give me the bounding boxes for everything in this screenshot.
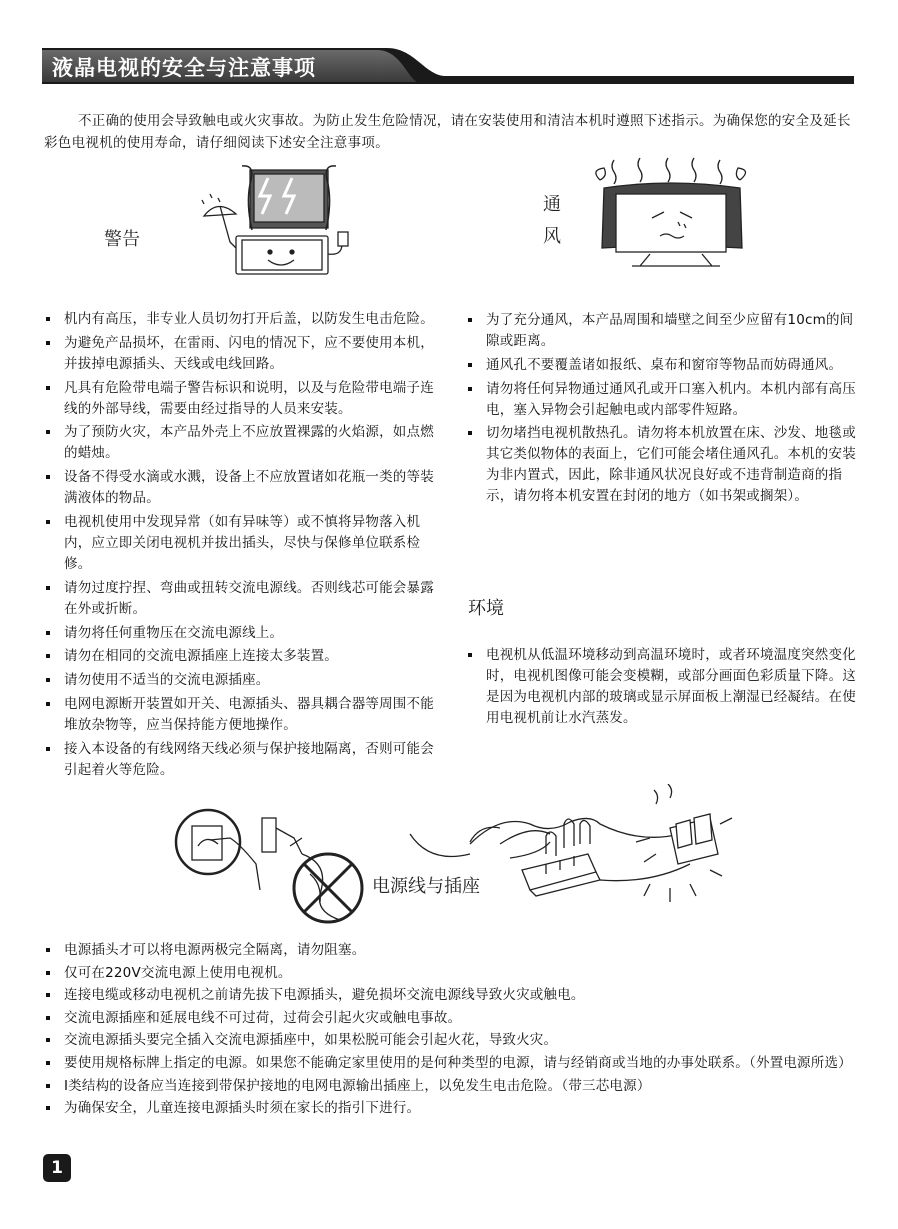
bullet-icon: [46, 1061, 50, 1065]
bullet-icon: [46, 631, 50, 635]
bullet-icon: [46, 341, 50, 345]
list-item-text: 通风孔不要覆盖诸如报纸、桌布和窗帘等物品而妨碍通风。: [486, 356, 843, 373]
list-item: [466, 423, 862, 507]
list-item-text: 电视机使用中发现异常（如有异味等）或不慎将异物落入机内，应立即关闭电视机并拔出插头，尽快与保修单位联系检修。: [64, 513, 421, 572]
power-list: [44, 940, 864, 1121]
bullet-icon: [46, 747, 50, 751]
list-item: [466, 645, 862, 729]
list-item: [44, 333, 444, 375]
list-item-text: 连接电缆或移动电视机之前请先拔下电源插头，避免损坏交流电源线导致火灾或触电。: [64, 987, 585, 1004]
list-item-text: 电网电源断开装置如开关、电源插头、器具耦合器等周围不能堆放杂物等，应当保持能方便地操作。: [64, 695, 434, 733]
list-item-text: 机内有高压，非专业人员切勿打开后盖，以防发生电击危险。: [64, 311, 434, 327]
power-cord-illustration: [170, 784, 770, 934]
list-item: [44, 646, 444, 667]
bullet-icon: [46, 1106, 50, 1110]
bullet-icon: [46, 386, 50, 390]
bullet-icon: [46, 586, 50, 590]
list-item-text: 为了预防火灾，本产品外壳上不应放置裸露的火焰源，如点燃的蜡烛。: [64, 424, 434, 462]
list-item: [44, 1098, 864, 1119]
list-item: [466, 379, 862, 421]
list-item-text: 接入本设备的有线网络天线必须与保护接地隔离，否则可能会引起着火等危险。: [64, 740, 434, 778]
bullet-icon: [46, 654, 50, 658]
bullet-icon: [468, 387, 472, 391]
list-item-text: 要使用规格标牌上指定的电源。如果您不能确定家里使用的是何种类型的电源，请与经销商或当地的办事处联系。（外置电源所选）: [64, 1054, 852, 1071]
list-item-text: 请勿使用不适当的交流电源插座。: [64, 672, 270, 689]
list-item: [466, 355, 862, 376]
list-item: [44, 623, 444, 644]
environment-list: [466, 645, 862, 732]
list-item-text: 请勿将任何异物通过通风孔或开口塞入机内。本机内部有高压电，塞入异物会引起触电或内部零件短路。: [486, 380, 856, 418]
list-item-text: 电源插头才可以将电源两极完全隔离，请勿阻塞。: [64, 942, 366, 958]
list-item-text: 电视机从低温环境移动到高温环境时，或者环境温度突然变化时，电视机图像可能会变模糊，或部分画面色彩质量下降。这是因为电视机内部的玻璃或显示屏面板上潮湿已经凝结。在使用电视机前让水汽蒸发。: [486, 647, 856, 726]
bullet-icon: [46, 948, 50, 952]
list-item: [44, 1053, 864, 1074]
bullet-icon: [468, 653, 472, 657]
lightning-tv-illustration: [196, 164, 356, 276]
list-item-text: 请勿过度拧捏、弯曲或扭转交流电源线。否则线芯可能会暴露在外或折断。: [64, 579, 434, 617]
bullet-icon: [46, 702, 50, 706]
overheating-tv-illustration: [590, 156, 760, 274]
list-item: [44, 670, 444, 691]
list-item-text: 切勿堵挡电视机散热孔。请勿将本机放置在床、沙发、地毯或其它类似物体的表面上，它们可能会堵住通风孔。本机的安装为非内置式，因此，除非通风状况良好或不违背制造商的指示，请勿将本机安置在封闭的地方（如书架或搁架）。: [486, 425, 856, 505]
bullet-icon: [46, 971, 50, 975]
list-item: [44, 694, 444, 736]
warning-list: [44, 309, 444, 784]
list-item-text: 交流电源插头要完全插入交流电源插座中，如果松脱可能会引起火花，导致火灾。: [64, 1032, 558, 1049]
list-item: [44, 739, 444, 781]
list-item: [44, 578, 444, 620]
list-item-text: 交流电源插座和延展电线不可过荷，过荷会引起火灾或触电事故。: [64, 1009, 462, 1026]
bullet-icon: [46, 430, 50, 434]
list-item: [44, 422, 444, 464]
bullet-icon: [46, 317, 50, 321]
bullet-icon: [46, 520, 50, 524]
list-item: [44, 309, 444, 330]
list-item: [44, 378, 444, 420]
warning-heading: 警告: [104, 229, 140, 250]
bullet-icon: [468, 318, 472, 322]
bullet-icon: [46, 1038, 50, 1042]
list-item-text: 为避免产品损坏，在雷雨、闪电的情况下，应不要使用本机，并拔掉电源插头、天线或电线回路。: [64, 334, 434, 372]
list-item-text: 仅可在220V交流电源上使用电视机。: [64, 964, 292, 981]
list-item: [44, 1076, 864, 1097]
page-title: 液晶电视的安全与注意事项: [52, 56, 316, 80]
list-item-text: Ⅰ类结构的设备应当连接到带保护接地的电网电源输出插座上，以免发生电击危险。（带三芯电源）: [64, 1077, 651, 1094]
list-item: [44, 1008, 864, 1029]
bullet-icon: [46, 1084, 50, 1088]
bullet-icon: [468, 431, 472, 435]
power-heading: 电源线与插座: [372, 876, 480, 897]
list-item-text: 凡具有危险带电端子警告标识和说明，以及与危险带电端子连线的外部导线，需要由经过指导的人员来安装。: [64, 379, 434, 417]
list-item: [466, 310, 862, 352]
list-item-text: 设备不得受水滴或水溅，设备上不应放置诸如花瓶一类的等装满液体的物品。: [64, 469, 434, 507]
bullet-icon: [46, 1016, 50, 1020]
ventilation-list: [466, 310, 862, 510]
intro-paragraph: 不正确的使用会导致触电或火灾事故。为防止发生危险情况，请在安装使用和清洁本机时遵照下述指示。为确保您的安全及延长彩色电视机的使用寿命，请仔细阅读下述安全注意事项。: [44, 113, 851, 151]
list-item: [44, 940, 864, 961]
bullet-icon: [46, 993, 50, 997]
list-item: [44, 512, 444, 575]
list-item: [44, 985, 864, 1006]
bullet-icon: [46, 678, 50, 682]
ventilation-heading-1: 通: [543, 194, 561, 215]
bullet-icon: [46, 475, 50, 479]
list-item-text: 为了充分通风，本产品周围和墙壁之间至少应留有10cm的间隙或距离。: [486, 312, 854, 349]
list-item: [44, 467, 444, 509]
bullet-icon: [468, 363, 472, 367]
ventilation-heading-2: 风: [543, 226, 561, 247]
page-number: 1: [43, 1154, 71, 1182]
list-item-text: 请勿在相同的交流电源插座上连接太多装置。: [64, 648, 338, 665]
list-item-text: 为确保安全，儿童连接电源插头时须在家长的指引下进行。: [64, 1100, 421, 1117]
list-item: [44, 1030, 864, 1051]
list-item: [44, 963, 864, 984]
environment-heading: 环境: [468, 598, 504, 619]
list-item-text: 请勿将任何重物压在交流电源线上。: [64, 624, 284, 641]
